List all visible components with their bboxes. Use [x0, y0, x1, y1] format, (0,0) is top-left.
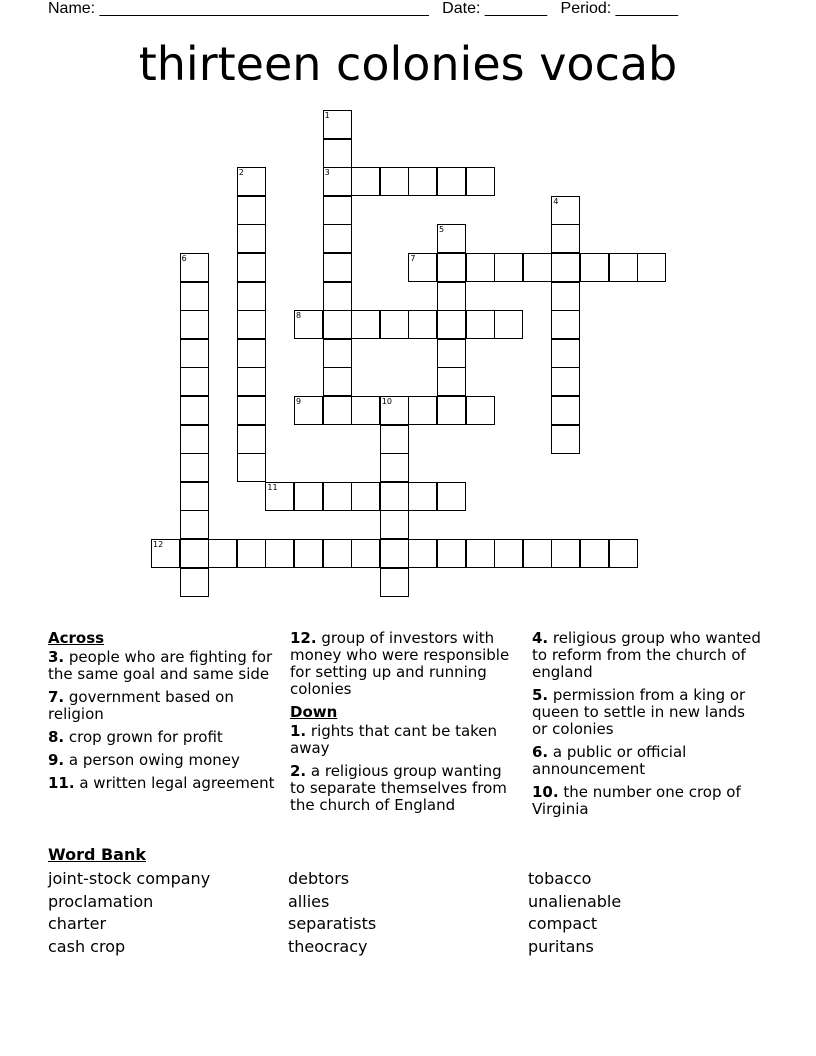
clue-number: 6.: [532, 743, 549, 761]
cell-number: 2: [238, 168, 244, 178]
crossword-cell[interactable]: [380, 568, 409, 597]
crossword-cell[interactable]: [466, 167, 495, 196]
crossword-cell[interactable]: [237, 253, 266, 282]
word-bank-column-3: [528, 868, 621, 958]
clue-number: 12.: [290, 629, 317, 647]
crossword-cell[interactable]: [609, 539, 638, 568]
crossword-cell[interactable]: [494, 253, 523, 282]
crossword-cell[interactable]: [551, 367, 580, 396]
crossword-cell[interactable]: [323, 396, 352, 425]
clue-number: 3.: [48, 648, 65, 666]
crossword-cell[interactable]: [180, 396, 209, 425]
crossword-cell[interactable]: [180, 539, 209, 568]
clue-text: a written legal agreement: [74, 774, 275, 792]
crossword-cell[interactable]: [180, 510, 209, 539]
crossword-cell[interactable]: [323, 339, 352, 368]
clue-down-1: [290, 723, 520, 757]
crossword-cell[interactable]: [237, 196, 266, 225]
crossword-cell[interactable]: [237, 396, 266, 425]
crossword-cell[interactable]: [323, 139, 352, 168]
clues-column-2: [290, 630, 520, 820]
crossword-cell[interactable]: [551, 425, 580, 454]
crossword-cell[interactable]: [237, 224, 266, 253]
clue-down-6: [532, 744, 762, 778]
clue-text: government based on religion: [48, 688, 234, 723]
clue-down-2: [290, 763, 520, 814]
clue-number: 5.: [532, 686, 549, 704]
word-bank-item: charter: [48, 914, 107, 933]
crossword-cell[interactable]: [551, 396, 580, 425]
clue-number: 10.: [532, 783, 559, 801]
clue-across-7: [48, 689, 278, 723]
word-bank-column-1: [48, 868, 210, 958]
name-label: Name:: [48, 0, 96, 17]
across-heading: Across: [48, 629, 105, 647]
clue-across-8: [48, 729, 278, 746]
crossword-cell[interactable]: [380, 453, 409, 482]
clue-text: group of investors with money who were responsible for setting up and running colonies: [290, 629, 510, 698]
clue-across-12: [290, 630, 520, 698]
crossword-cell[interactable]: [323, 196, 352, 225]
clue-text: a public or official announcement: [532, 743, 687, 778]
crossword-cell[interactable]: [208, 539, 237, 568]
date-blank[interactable]: _______: [484, 0, 548, 17]
clue-text: crop grown for profit: [64, 728, 223, 746]
crossword-cell[interactable]: [408, 482, 437, 511]
crossword-cell[interactable]: [551, 282, 580, 311]
crossword-cell[interactable]: [551, 253, 580, 282]
crossword-cell[interactable]: [466, 253, 495, 282]
crossword-cell[interactable]: [151, 539, 180, 568]
word-bank-column-2: [288, 868, 376, 958]
crossword-cell[interactable]: [551, 339, 580, 368]
crossword-cell[interactable]: [437, 282, 466, 311]
crossword-cell[interactable]: [265, 539, 294, 568]
crossword-cell[interactable]: [351, 167, 380, 196]
crossword-cell[interactable]: [237, 282, 266, 311]
crossword-cell[interactable]: [323, 282, 352, 311]
crossword-cell[interactable]: [609, 253, 638, 282]
clue-text: religious group who wanted to reform from the church of england: [532, 629, 761, 681]
crossword-cell[interactable]: [180, 339, 209, 368]
cell-number: 8: [296, 311, 302, 321]
crossword-cell[interactable]: [380, 425, 409, 454]
crossword-cell[interactable]: [323, 310, 352, 339]
crossword-cell[interactable]: [323, 539, 352, 568]
period-blank[interactable]: _______: [615, 0, 678, 17]
clue-down-10: [532, 784, 762, 818]
clue-number: 2.: [290, 762, 307, 780]
word-bank-item: joint-stock company: [48, 869, 211, 888]
crossword-cell[interactable]: [237, 367, 266, 396]
clues-column-1: [48, 630, 278, 798]
crossword-cell[interactable]: [323, 367, 352, 396]
clue-text: a person owing money: [64, 751, 240, 769]
cell-number: 5: [439, 225, 445, 235]
word-bank-item: cash crop: [48, 936, 126, 956]
crossword-cell[interactable]: [237, 453, 266, 482]
clue-across-11: [48, 775, 278, 792]
crossword-cell[interactable]: [408, 167, 437, 196]
down-heading: Down: [290, 703, 338, 721]
crossword-cell[interactable]: [237, 425, 266, 454]
crossword-cell[interactable]: [437, 539, 466, 568]
name-blank[interactable]: _____________________________________: [99, 0, 429, 17]
word-bank-item: unalienable: [528, 891, 622, 911]
clue-text: rights that cant be taken away: [290, 722, 498, 757]
word-bank-item: compact: [528, 914, 598, 933]
crossword-cell[interactable]: [380, 539, 409, 568]
crossword-cell[interactable]: [180, 253, 209, 282]
cell-number: 7: [410, 254, 416, 263]
crossword-cell[interactable]: [237, 310, 266, 339]
crossword-cell[interactable]: [323, 482, 352, 511]
crossword-cell[interactable]: [551, 310, 580, 339]
crossword-cell[interactable]: [294, 482, 323, 511]
crossword-cell[interactable]: [294, 539, 323, 568]
clue-across-3: [48, 649, 278, 683]
clues-column-3: [532, 630, 762, 824]
word-bank-item: separatists: [288, 914, 377, 933]
cell-number: 6: [181, 254, 187, 263]
crossword-cell[interactable]: [180, 453, 209, 482]
crossword-cell[interactable]: [466, 396, 495, 425]
crossword-cell[interactable]: [294, 396, 323, 425]
date-label: Date:: [442, 0, 481, 17]
crossword-cell[interactable]: [466, 310, 495, 339]
crossword-cell[interactable]: [323, 224, 352, 253]
crossword-cell[interactable]: [237, 339, 266, 368]
word-bank-item: puritans: [528, 936, 594, 956]
crossword-cell[interactable]: [437, 253, 466, 282]
clue-text: people who are fighting for the same goal and same side: [48, 648, 273, 683]
crossword-cell[interactable]: [351, 396, 380, 425]
crossword-cell[interactable]: [351, 539, 380, 568]
cell-number: 12: [153, 540, 164, 549]
cell-number: 1: [324, 111, 330, 120]
crossword-cell[interactable]: [180, 282, 209, 311]
crossword-cell[interactable]: [351, 310, 380, 339]
crossword-cell[interactable]: [437, 339, 466, 368]
crossword-cell[interactable]: [180, 482, 209, 511]
crossword-cell[interactable]: [437, 310, 466, 339]
page-title: thirteen colonies vocab: [138, 37, 678, 91]
clue-down-5: [532, 687, 762, 738]
clue-text: a religious group wanting to separate themselves from the church of England: [290, 762, 507, 814]
crossword-cell[interactable]: [580, 539, 609, 568]
cell-number: 4: [553, 196, 559, 206]
crossword-cell[interactable]: [494, 539, 523, 568]
word-bank-item: allies: [288, 891, 330, 911]
crossword-cell[interactable]: [380, 510, 409, 539]
crossword-cell[interactable]: [437, 396, 466, 425]
crossword-cell[interactable]: [494, 310, 523, 339]
cell-number: 3: [324, 168, 330, 178]
crossword-cell[interactable]: [437, 224, 466, 253]
crossword-cell[interactable]: [466, 539, 495, 568]
crossword-cell[interactable]: [180, 310, 209, 339]
crossword-cell[interactable]: [180, 425, 209, 454]
word-bank-item: tobacco: [528, 869, 592, 888]
crossword-cell[interactable]: [408, 310, 437, 339]
crossword-cell[interactable]: [180, 568, 209, 597]
crossword-cell[interactable]: [408, 253, 437, 282]
crossword-cell[interactable]: [408, 396, 437, 425]
clue-number: 8.: [48, 728, 65, 746]
crossword-cell[interactable]: [323, 110, 352, 139]
crossword-cell[interactable]: [437, 482, 466, 511]
word-bank-title: Word Bank: [48, 845, 147, 864]
crossword-cell[interactable]: [380, 482, 409, 511]
clue-number: 7.: [48, 688, 65, 706]
crossword-cell[interactable]: [237, 167, 266, 196]
crossword-cell[interactable]: [580, 253, 609, 282]
clue-text: the number one crop of Virginia: [532, 783, 741, 818]
crossword-cell[interactable]: [237, 539, 266, 568]
cell-number: 9: [296, 397, 302, 406]
crossword-cell[interactable]: [551, 196, 580, 225]
crossword-cell[interactable]: [351, 482, 380, 511]
crossword-cell[interactable]: [265, 482, 294, 511]
clue-text: permission from a king or queen to settle in new lands or colonies: [532, 686, 746, 738]
crossword-cell[interactable]: [323, 253, 352, 282]
clue-number: 11.: [48, 774, 75, 792]
crossword-cell[interactable]: [294, 310, 323, 339]
clue-down-4: [532, 630, 762, 681]
cell-number: 10: [381, 397, 392, 406]
word-bank-item: theocracy: [288, 936, 368, 956]
crossword-cell[interactable]: [437, 167, 466, 196]
crossword-cell[interactable]: [523, 539, 552, 568]
cell-number: 11: [267, 482, 278, 492]
crossword-cell[interactable]: [380, 310, 409, 339]
clue-across-9: [48, 752, 278, 769]
crossword-cell[interactable]: [380, 396, 409, 425]
crossword-cell[interactable]: [637, 253, 666, 282]
crossword-cell[interactable]: [551, 539, 580, 568]
crossword-cell[interactable]: [380, 167, 409, 196]
crossword-cell[interactable]: [523, 253, 552, 282]
period-label: Period:: [560, 0, 612, 17]
clue-number: 1.: [290, 722, 307, 740]
crossword-cell[interactable]: [551, 224, 580, 253]
word-bank-item: proclamation: [48, 891, 154, 911]
word-bank-item: debtors: [288, 869, 350, 888]
crossword-cell[interactable]: [323, 167, 352, 196]
crossword-cell[interactable]: [437, 367, 466, 396]
clue-number: 4.: [532, 629, 549, 647]
crossword-cell[interactable]: [408, 539, 437, 568]
crossword-cell[interactable]: [180, 367, 209, 396]
clue-number: 9.: [48, 751, 65, 769]
